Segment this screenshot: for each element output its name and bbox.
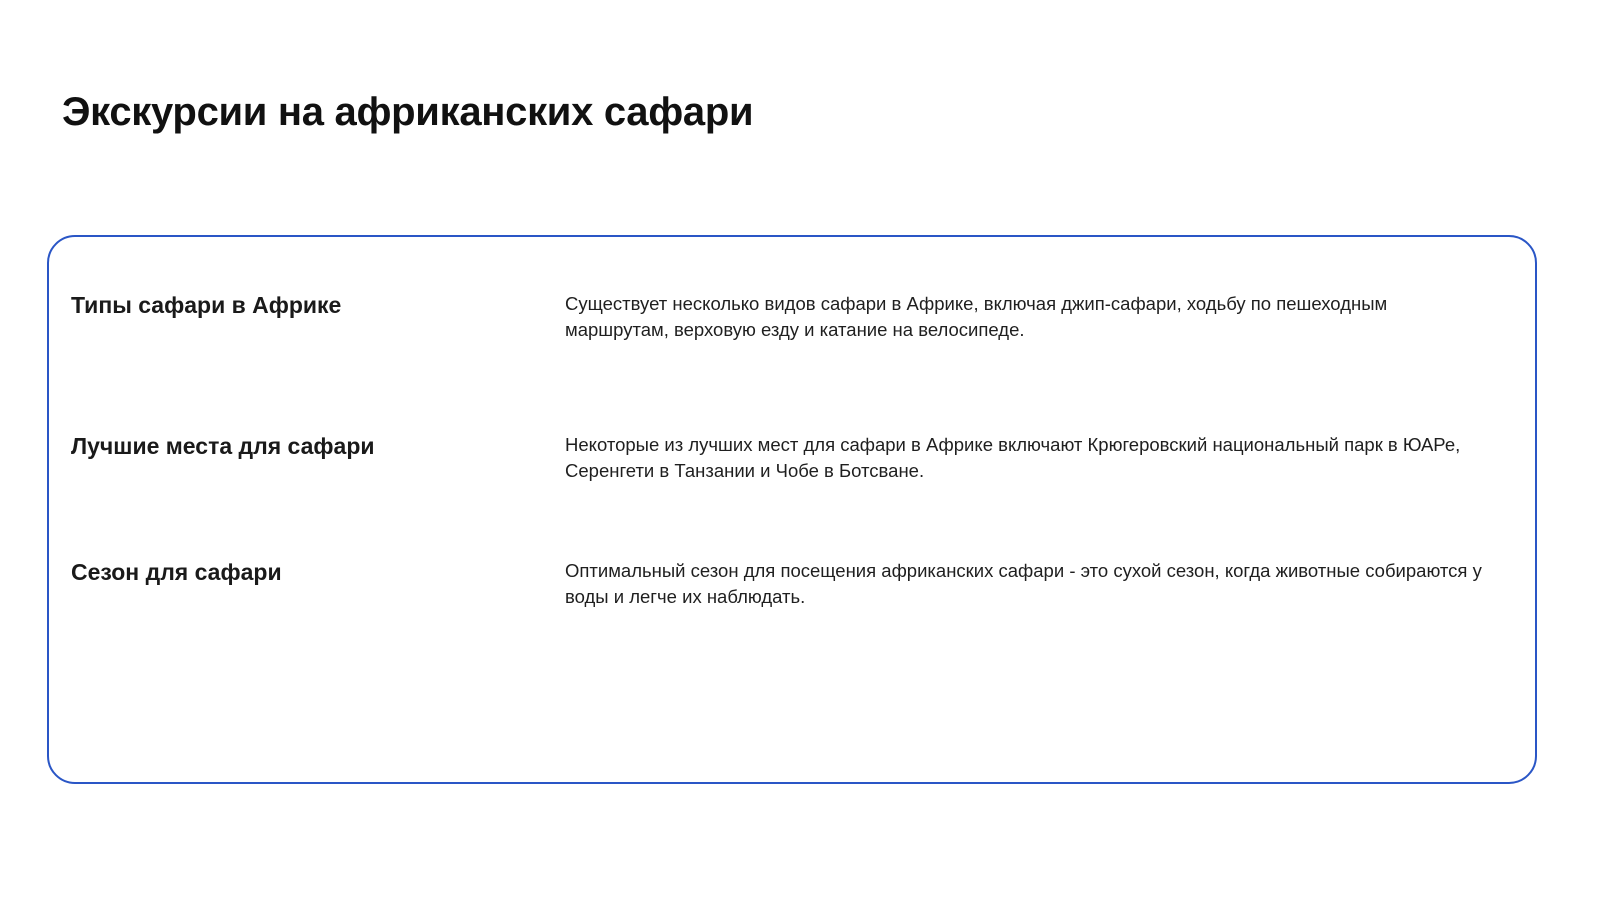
row-description: Оптимальный сезон для посещения африканских сафари - это сухой сезон, когда животные собираются у воды и легче их наблюдать. — [565, 560, 1482, 607]
info-card — [47, 235, 1537, 784]
row-heading: Сезон для сафари — [71, 559, 282, 585]
row-description: Существует несколько видов сафари в Африке, включая джип-сафари, ходьбу по пешеходным маршрутам, верховую езду и катание на велосипеде. — [565, 293, 1388, 340]
row-heading: Типы сафари в Африке — [71, 292, 342, 318]
row-heading: Лучшие места для сафари — [71, 433, 375, 459]
row-description: Некоторые из лучших мест для сафари в Африке включают Крюгеровский национальный парк в ЮАРе, Серенгети в Танзании и Чобе в Ботсване. — [565, 434, 1461, 481]
page-title: Экскурсии на африканских сафари — [62, 90, 754, 134]
